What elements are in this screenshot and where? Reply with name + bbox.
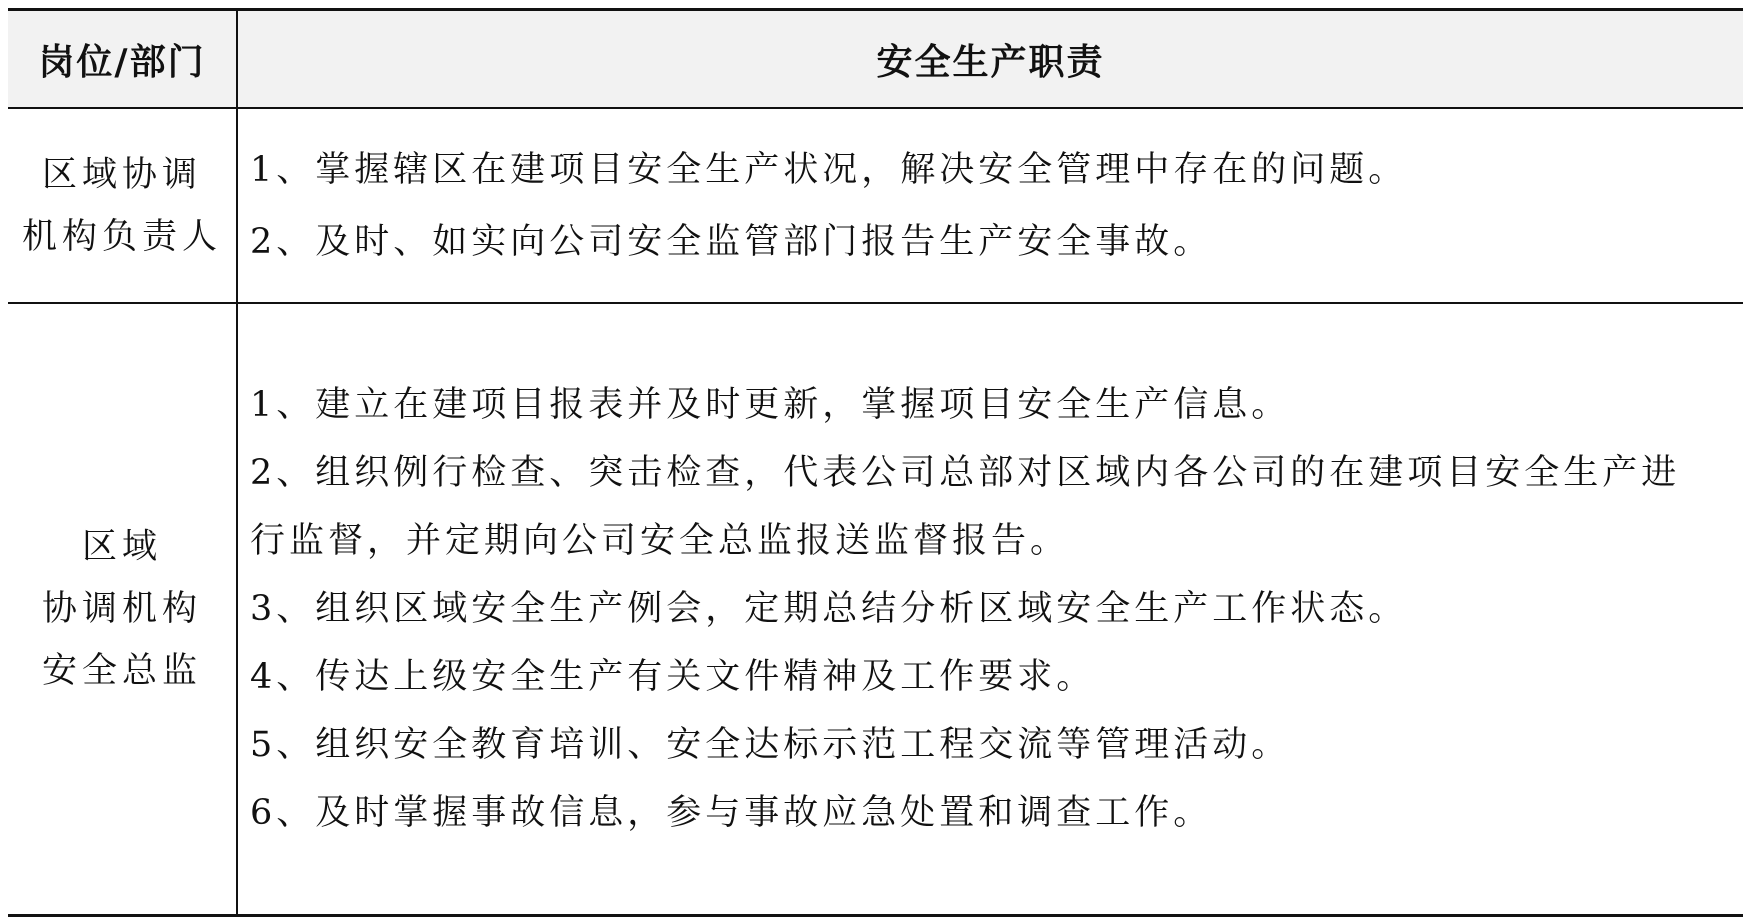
- department-line: 安全总监: [41, 651, 202, 691]
- duty-item: 1、建立在建项目报表并及时更新，掌握项目安全生产信息。: [250, 385, 1291, 425]
- department-line: 协调机构: [41, 589, 202, 629]
- department-line: 区域: [81, 527, 162, 567]
- duties-cell: [237, 303, 1743, 916]
- duty-item: 1、掌握辖区在建项目安全生产状况，解决安全管理中存在的问题。: [250, 149, 1408, 190]
- header-duties: 安全生产职责: [237, 10, 1743, 109]
- table-header: [8, 10, 1743, 109]
- header-row: [8, 10, 1743, 109]
- table-body: [8, 108, 1743, 916]
- department-cell: [8, 303, 237, 916]
- duty-item: 3、组织区域安全生产例会，定期总结分析区域安全生产工作状态。: [250, 589, 1408, 629]
- department-cell: [8, 108, 237, 303]
- department-line: 机构负责人: [21, 216, 222, 257]
- safety-duty-table: [8, 8, 1743, 917]
- duty-item: 5、组织安全教育培训、安全达标示范工程交流等管理活动。: [250, 725, 1291, 765]
- table-row: [8, 303, 1743, 916]
- duty-item: 6、及时掌握事故信息，参与事故应急处置和调查工作。: [250, 793, 1213, 833]
- duty-item: 2、组织例行检查、突击检查，代表公司总部对区域内各公司的在建项目安全生产进行监督，并定期向公司安全总监报送监督报告。: [250, 453, 1681, 561]
- duties-cell: [237, 108, 1743, 303]
- table-row: [8, 108, 1743, 303]
- duty-item: 2、及时、如实向公司安全监管部门报告生产安全事故。: [250, 221, 1213, 262]
- header-position: 岗位/部门: [8, 10, 237, 109]
- department-line: 区域协调: [41, 154, 202, 195]
- duty-item: 4、传达上级安全生产有关文件精神及工作要求。: [250, 657, 1096, 697]
